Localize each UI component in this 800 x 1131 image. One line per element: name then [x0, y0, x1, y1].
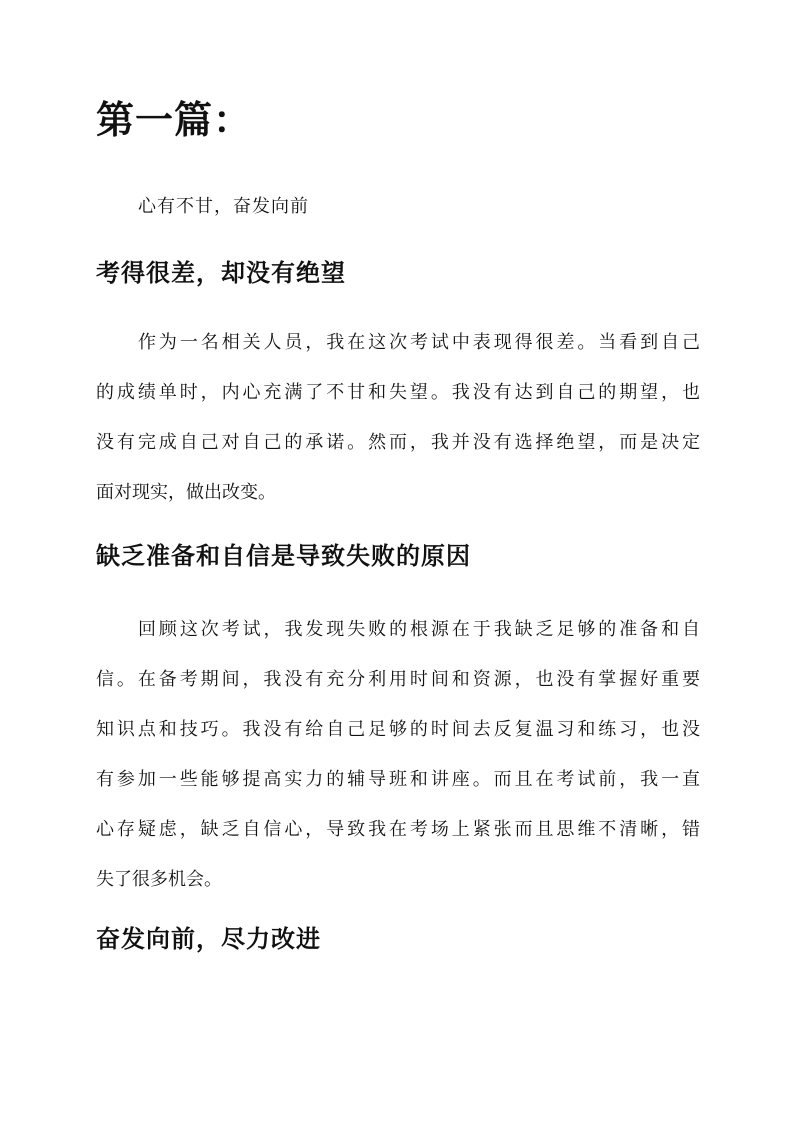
paragraph-line: 回顾这次考试，我发现失败的根源在于我缺乏足够的准备和自 [138, 619, 700, 640]
section-heading-2: 缺乏准备和自信是导致失败的原因 [96, 541, 471, 570]
section-paragraph-2 [96, 605, 700, 905]
section-paragraph-1 [96, 318, 700, 518]
paragraph-line: 有参加一些能够提高实力的辅导班和讲座。而且在考试前，我一直 [96, 769, 700, 790]
section-heading-1: 考得很差，却没有绝望 [96, 258, 346, 287]
paragraph-line: 的成绩单时，内心充满了不甘和失望。我没有达到自己的期望，也 [96, 382, 700, 403]
section-heading-3: 奋发向前，尽力改进 [96, 924, 321, 953]
paragraph-line: 作为一名相关人员，我在这次考试中表现得很差。当看到自己 [138, 332, 700, 353]
document-subtitle: 心有不甘，奋发向前 [138, 196, 309, 217]
paragraph-line: 心存疑虑，缺乏自信心，导致我在考场上紧张而且思维不清晰，错 [96, 819, 700, 840]
paragraph-line: 失了很多机会。 [96, 869, 222, 890]
document-title: 第一篇： [96, 97, 253, 142]
paragraph-line: 面对现实，做出改变。 [96, 482, 276, 503]
paragraph-line: 信。在备考期间，我没有充分利用时间和资源，也没有掌握好重要 [96, 669, 700, 690]
paragraph-line: 没有完成自己对自己的承诺。然而，我并没有选择绝望，而是决定 [96, 432, 700, 453]
paragraph-line: 知识点和技巧。我没有给自己足够的时间去反复温习和练习，也没 [96, 719, 700, 740]
